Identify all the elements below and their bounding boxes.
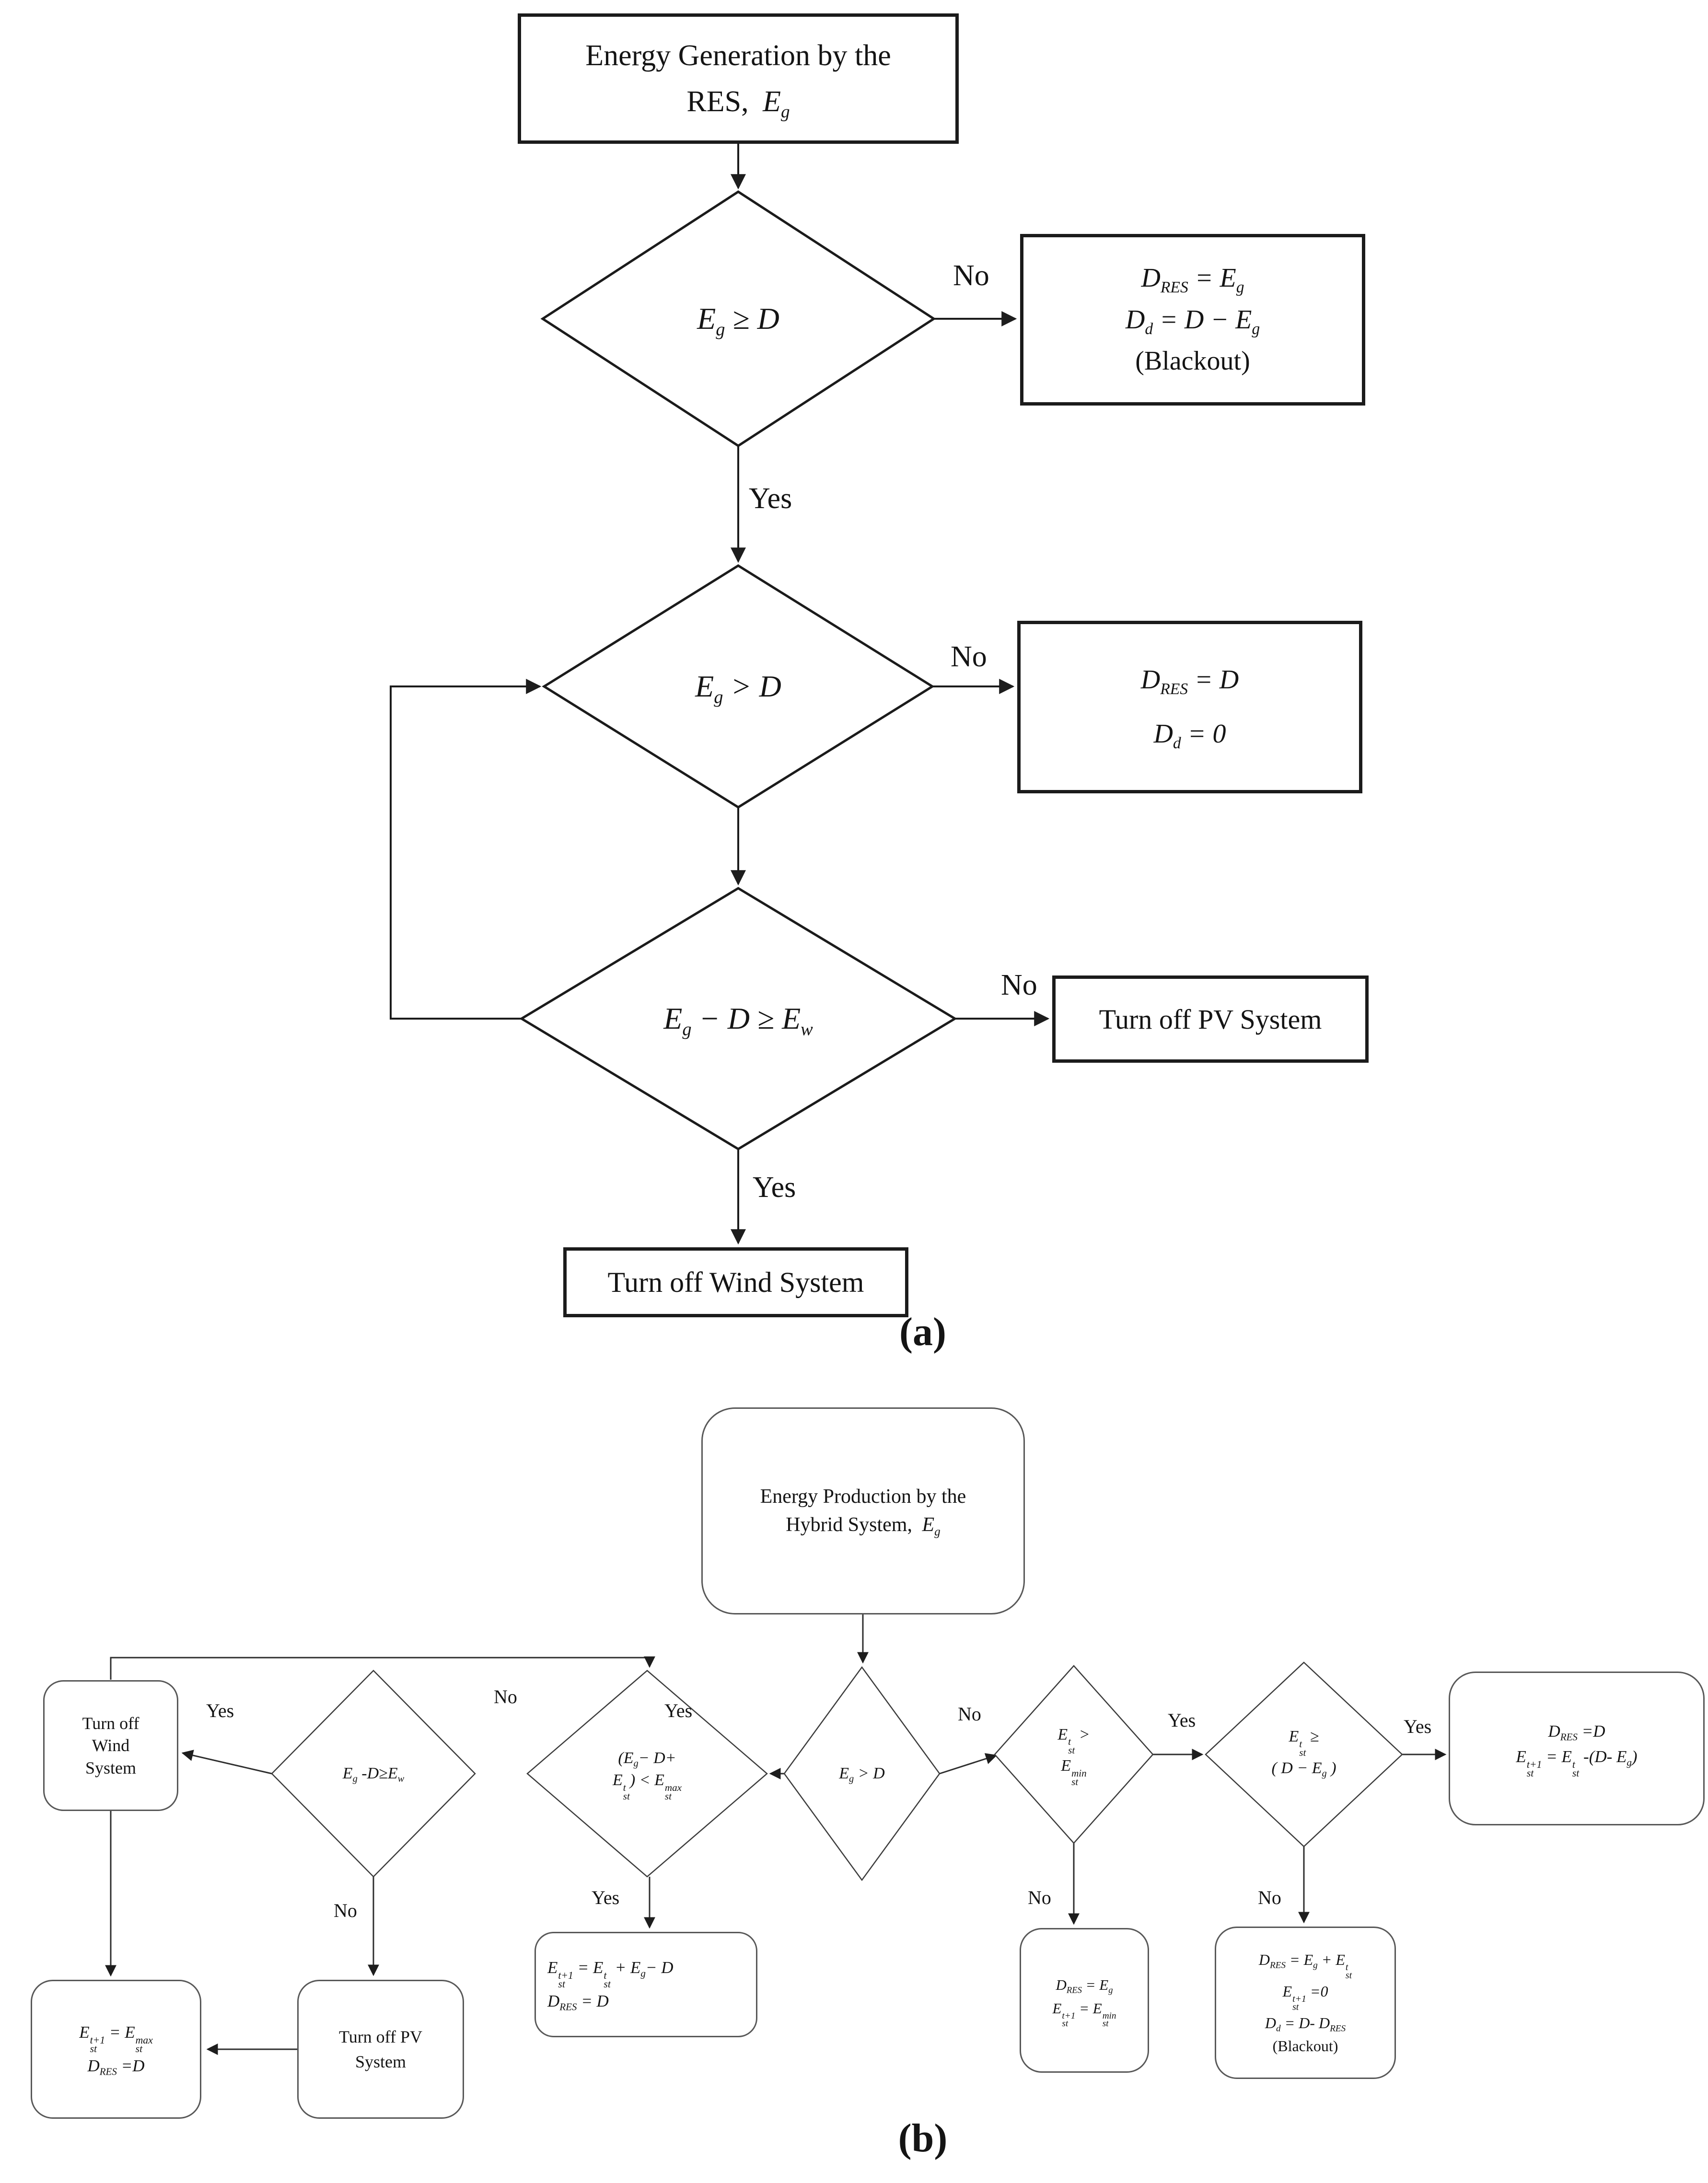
b-blackout-line1: $D_{RES} = E_g + E$ t st [1258,1951,1352,1981]
b-charge-line1: E t+1 st = E t st + $E_g- D$ [547,1958,674,1990]
b-start-line1: Energy Production by the [760,1486,966,1508]
a-blackout-box [1020,234,1365,406]
a-start-line1: Energy Generation by the [585,39,891,72]
b-turn-off-pv-box [297,1980,464,2119]
b-yes-gen-vs-demand: Yes [664,1700,693,1721]
a-no-label-1: No [953,259,989,292]
a-start-line2 [686,79,790,125]
b-yes-storage-deficit: Yes [1404,1716,1432,1737]
flow-a-diamonds [522,192,955,1149]
a-supply-line2: $D_d = 0$ [1153,719,1226,752]
caption-b: (b) [898,2116,948,2160]
b-charge-box [534,1932,757,2037]
feedback-loop-to-d2 [391,686,540,1019]
b-yes-storage-room: Yes [592,1887,620,1908]
b-storage-full-line2: $D_{RES} =D$ [87,2056,145,2077]
b-no-storage-min: No [1028,1887,1051,1908]
b-no-gen-vs-demand: No [958,1703,981,1725]
a-supply-line1: $D_{RES} = D$ [1140,665,1239,698]
a-yes-label-1: Yes [749,482,792,515]
b-storage-min-line2: E t+1 st = E min st [1052,2000,1116,2029]
arrow-bd1-yes [183,1753,272,1774]
a-decision-2-text: $E_g > D$ [695,669,781,708]
b-decision-gen-vs-demand-text: $E_g > D$ [839,1765,885,1785]
b-start-line2-symbol: $E_g$ [922,1514,941,1538]
decision-gen-ge-demand-shape [543,192,934,446]
decision-storage-min-shape [995,1666,1153,1843]
decision-wind-surplus-shape [272,1671,475,1877]
arrow-egd-no [940,1755,996,1774]
b-decision-wind-surplus-text: $E_g$ $-D\ge E_w$ [342,1765,405,1785]
b-turn-off-pv-line2: System [355,2052,406,2071]
b-blackout-line3: $D_d = D-$ $D_{RES}$ [1265,2014,1346,2034]
a-decision-1-text: $E_g \ge D$ [697,302,779,340]
a-blackout-line1: $D_{RES} = E_g$ [1141,263,1244,296]
a-start-box [518,13,959,144]
b-start-box [701,1407,1025,1614]
b-turn-off-wind-box [43,1680,178,1811]
a-blackout-line2: $D_d = D - E_g$ [1125,304,1260,338]
feedback-wind-to-storage-room [111,1658,650,1680]
decision-storage-deficit-shape [1206,1662,1402,1846]
decision-surplus-ge-wind-shape [522,888,955,1149]
b-yes-storage-min: Yes [1168,1709,1196,1731]
b-discharge-line2: E t+1 st = E t st -(D- $E_g$) [1516,1747,1638,1779]
b-storage-full-box [31,1980,201,2119]
a-start-line2-symbol: $E_g$ [763,85,790,122]
b-decision-storage-room-line1: ($E_g- D+$ [618,1749,676,1769]
b-discharge-box [1449,1672,1705,1825]
b-decision-storage-deficit-line1: E t st ≥ [1289,1728,1319,1758]
b-blackout-line2: E t+1 st =0 [1282,1983,1328,2012]
b-decision-storage-deficit-line2: ( $D - E_g$ ) [1271,1759,1336,1779]
b-turn-off-wind-line3: System [85,1758,136,1777]
a-turn-off-pv-text: Turn off PV System [1099,1003,1322,1035]
b-start-line2-text: Hybrid System, [786,1514,912,1536]
b-start-line2 [786,1511,940,1539]
a-blackout-line3: (Blackout) [1135,346,1250,376]
b-no-storage-deficit: No [1258,1887,1281,1908]
b-turn-off-pv-line1: Turn off PV [338,2027,423,2046]
b-blackout-box [1215,1927,1396,2079]
a-yes-label-2: Yes [753,1171,796,1204]
decision-gen-vs-demand-shape [784,1667,940,1880]
b-charge-line2: $D_{RES} = D$ [547,1991,609,2012]
flow-b-diamonds [272,1662,1402,1880]
b-storage-full-line1: E t+1 st = E max st [79,2022,153,2055]
a-turn-off-wind-box [563,1247,908,1317]
b-no-wind-surplus: No [334,1900,357,1921]
a-supply-box [1017,621,1362,793]
a-no-label-2: No [951,640,987,673]
caption-a: (a) [899,1310,946,1354]
a-turn-off-wind-text: Turn off Wind System [607,1266,864,1298]
a-no-label-3: No [1001,969,1037,1001]
a-decision-3-text: $E_g - D \ge E_w$ [663,1001,813,1040]
a-start-line2-text: RES, [686,85,749,118]
b-yes-wind: Yes [206,1700,234,1721]
b-decision-storage-min-line1: E t st > [1057,1725,1090,1756]
b-discharge-line1: $D_{RES} =D$ [1548,1722,1605,1743]
b-turn-off-wind-line2: Wind [92,1736,130,1755]
b-storage-min-box [1020,1928,1149,2073]
b-decision-storage-room-line2: E t st ) < E max st [612,1771,682,1802]
b-decision-storage-min-line2: E min st [1061,1757,1087,1788]
decision-storage-room-shape [527,1671,767,1877]
b-storage-min-line1: $D_{RES} = E_g$ [1056,1976,1113,1996]
b-blackout-line4: (Blackout) [1272,2037,1338,2055]
a-turn-off-pv-box [1052,975,1369,1063]
decision-gen-gt-demand-shape [544,566,932,807]
b-no-storage-room: No [494,1686,517,1707]
b-turn-off-wind-line1: Turn off [82,1714,139,1733]
